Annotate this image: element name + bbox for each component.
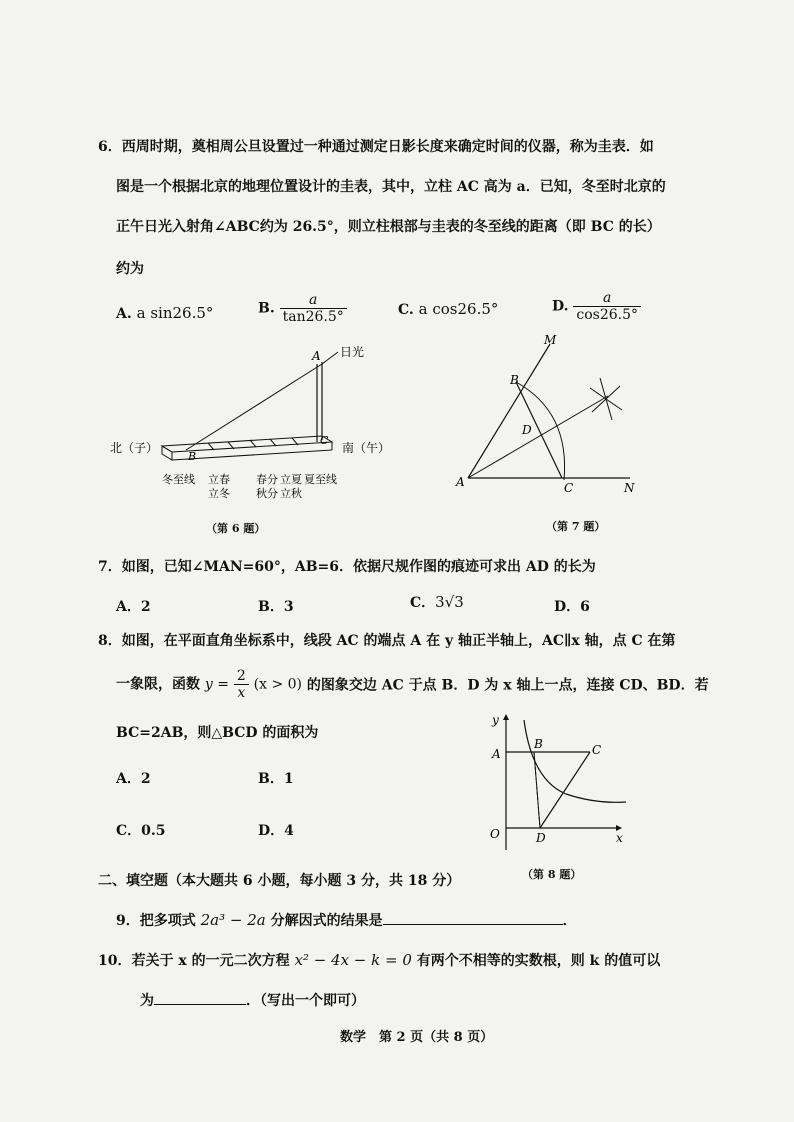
q7-option-b: B．3	[258, 599, 294, 615]
q9-answer-blank[interactable]	[383, 924, 563, 925]
q6-option-b: B. $\frac{a}{\tan 26.5^\circ}$	[258, 292, 347, 325]
q7-option-a: A．2	[116, 599, 151, 615]
q6-option-d: D. $\frac{a}{\cos 26.5^\circ}$	[552, 290, 641, 323]
q7-fig-label-a: A	[456, 475, 465, 489]
q6-line4: 约为	[116, 261, 144, 277]
q10-answer-blank[interactable]	[154, 1004, 246, 1005]
q7-figure	[440, 330, 650, 510]
q7-caption: （第 7 题）	[546, 520, 606, 533]
q8-caption: （第 8 题）	[522, 868, 582, 881]
q8-option-c: C．0.5	[116, 823, 166, 839]
q6-option-a: A. a sin26.5°	[116, 304, 214, 322]
q7-option-d: D．6	[554, 599, 590, 615]
q7-option-c: C．3√3	[410, 593, 464, 611]
q6-fig-qiufen: 秋分	[256, 487, 278, 500]
q6-figure	[110, 340, 420, 510]
q8-fig-label-x: x	[616, 831, 623, 845]
q10-line1: 10．若关于 x 的一元二次方程 x² − 4x − k = 0 有两个不相等的实数根，则 k 的值可以	[98, 951, 661, 969]
q7-fig-label-n: N	[624, 481, 635, 495]
q8-line2: 一象限，函数 y = $\frac{2}{x}$ (x > 0) 的图象交边 AC 于点 B．D 为 x 轴上一点，连接 CD、BD．若	[116, 668, 709, 701]
q6-fig-lixia: 立夏	[280, 473, 302, 486]
q10-line2: 为 ．（写出一个即可）	[140, 993, 365, 1009]
q7-fig-label-m: M	[544, 333, 557, 347]
q6-fig-lidong: 立冬	[208, 487, 230, 500]
q6-fig-liqiu: 立秋	[280, 487, 302, 500]
q8-fig-label-c: C	[592, 743, 602, 757]
q8-fig-label-o: O	[490, 827, 500, 841]
q6-fig-label-a: A	[312, 349, 321, 363]
q6-fig-chunfen: 春分	[256, 473, 278, 486]
q7-fig-label-c: C	[564, 481, 574, 495]
q6-line1: 6．西周时期，奠相周公旦设置过一种通过测定日影长度来确定时间的仪器，称为圭表．如	[98, 139, 654, 155]
q6-fig-lichun: 立春	[208, 473, 230, 486]
q8-option-d: D．4	[258, 823, 294, 839]
q6-fig-south: 南（午）	[342, 441, 391, 455]
q6-fig-label-c: C	[320, 434, 329, 447]
q8-figure	[476, 710, 636, 860]
q8-fig-label-y: y	[492, 713, 499, 727]
q6-fig-winter-line: 冬至线	[162, 473, 195, 486]
q6-line3: 正午日光入射角∠ABC约为 26.5°，则立柱根部与圭表的冬至线的距离（即 BC 的长）	[116, 219, 661, 235]
q6-option-c: C. a cos26.5°	[398, 300, 499, 318]
q8-fig-label-d: D	[536, 831, 546, 845]
q8-option-a: A．2	[116, 771, 151, 787]
q6-fig-north: 北（子）	[110, 441, 159, 455]
q8-fig-label-a: A	[492, 747, 501, 761]
q8-line1: 8．如图，在平面直角坐标系中，线段 AC 的端点 A 在 y 轴正半轴上，AC∥x 轴，点 C 在第	[98, 633, 676, 649]
q8-option-b: B．1	[258, 771, 294, 787]
q8-fig-label-b: B	[534, 737, 543, 751]
q6-fig-label-b: B	[188, 450, 197, 463]
section2-heading: 二、填空题（本大题共 6 小题，每小题 3 分，共 18 分）	[98, 873, 461, 889]
q6-fig-xiazhi-line: 夏至线	[304, 473, 337, 486]
page-footer: 数学 第 2 页（共 8 页）	[340, 1030, 494, 1045]
q8-line3: BC=2AB，则△BCD 的面积为	[116, 725, 319, 741]
q6-caption: （第 6 题）	[206, 522, 266, 535]
q7-fig-label-b: B	[510, 373, 519, 387]
q7-line1: 7．如图，已知∠MAN=60°，AB=6．依据尺规作图的痕迹可求出 AD 的长为	[98, 559, 596, 575]
q6-line2: 图是一个根据北京的地理位置设计的圭表，其中，立柱 AC 高为 a．已知，冬至时北京的	[116, 179, 666, 195]
q6-fig-sunlight: 日光	[340, 345, 365, 359]
q9-line: 9．把多项式 2a³ − 2a 分解因式的结果是 ．	[116, 911, 577, 929]
q7-fig-label-d: D	[522, 423, 532, 437]
